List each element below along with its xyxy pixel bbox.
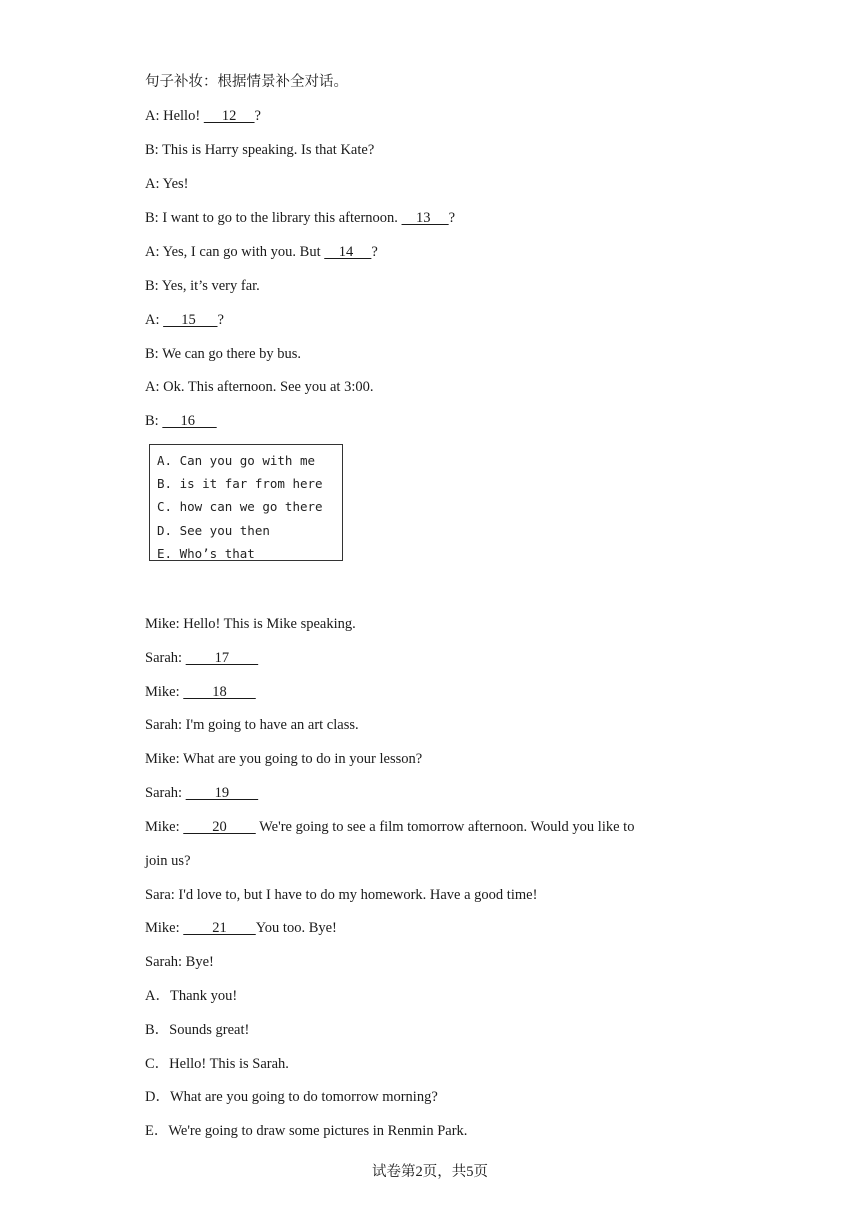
- answer-option: A．Thank you!: [145, 988, 238, 1004]
- answer-blank-14[interactable]: 14: [324, 244, 372, 260]
- answer-blank-19[interactable]: 19: [185, 785, 259, 801]
- answer-blank-13[interactable]: 13: [401, 210, 449, 226]
- answer-blank-15[interactable]: 15: [163, 312, 218, 328]
- page-footer: 试卷第2页，共5页: [372, 1164, 488, 1180]
- dialogue-line: Sarah: 17: [145, 650, 259, 666]
- dialogue-line: A: 15 ?: [145, 312, 224, 328]
- answer-option: E．We're going to draw some pictures in Renmin Park.: [145, 1123, 468, 1139]
- options-box: [149, 444, 343, 561]
- dialogue-line: B: This is Harry speaking. Is that Kate?: [145, 142, 375, 158]
- dialogue-line: B: 16: [145, 413, 217, 429]
- answer-option: D．What are you going to do tomorrow morning?: [145, 1089, 438, 1105]
- dialogue-line: B: Yes, it’s very far.: [145, 278, 260, 294]
- answer-option: B．Sounds great!: [145, 1022, 250, 1038]
- option-item: D. See you then: [157, 522, 270, 538]
- dialogue-line: B: I want to go to the library this afternoon. 13 ?: [145, 210, 456, 226]
- dialogue-line: Sarah: I'm going to have an art class.: [145, 717, 359, 733]
- dialogue-line: join us?: [145, 853, 191, 869]
- answer-blank-17[interactable]: 17: [185, 650, 259, 666]
- option-item: B. is it far from here: [157, 476, 323, 492]
- dialogue-line: Mike: 18: [145, 684, 256, 700]
- answer-blank-18[interactable]: 18: [183, 684, 256, 700]
- answer-blank-20[interactable]: 20: [183, 819, 256, 835]
- dialogue-line: Sarah: 19: [145, 785, 259, 801]
- option-item: E. Who’s that: [157, 545, 255, 561]
- dialogue-line: Sarah: Bye!: [145, 954, 214, 970]
- dialogue-line: B: We can go there by bus.: [145, 346, 302, 362]
- dialogue-line: Mike: 20 We're going to see a film tomorrow afternoon. Would you like to: [145, 819, 635, 835]
- option-item: A. Can you go with me: [157, 453, 316, 468]
- answer-option: C．Hello! This is Sarah.: [145, 1056, 289, 1072]
- answer-blank-16[interactable]: 16: [162, 413, 217, 429]
- dialogue-line: A: Yes!: [145, 176, 189, 192]
- dialogue-line: Mike: What are you going to do in your lesson?: [145, 751, 423, 767]
- dialogue-line: Sara: I'd love to, but I have to do my homework. Have a good time!: [145, 887, 538, 903]
- answer-blank-21[interactable]: 21: [183, 920, 256, 936]
- dialogue-line: Mike: 21 You too. Bye!: [145, 920, 337, 936]
- answer-blank-12[interactable]: 12: [203, 108, 255, 124]
- option-item: C. how can we go there: [157, 499, 323, 515]
- dialogue-line: Mike: Hello! This is Mike speaking.: [145, 616, 356, 632]
- dialogue-line: A: Yes, I can go with you. But 14 ?: [145, 244, 378, 260]
- dialogue-line: A: Hello! 12 ?: [145, 108, 261, 124]
- section-heading: 句子补妆：根据情景补全对话。: [145, 74, 348, 90]
- dialogue-line: A: Ok. This afternoon. See you at 3:00.: [145, 379, 374, 395]
